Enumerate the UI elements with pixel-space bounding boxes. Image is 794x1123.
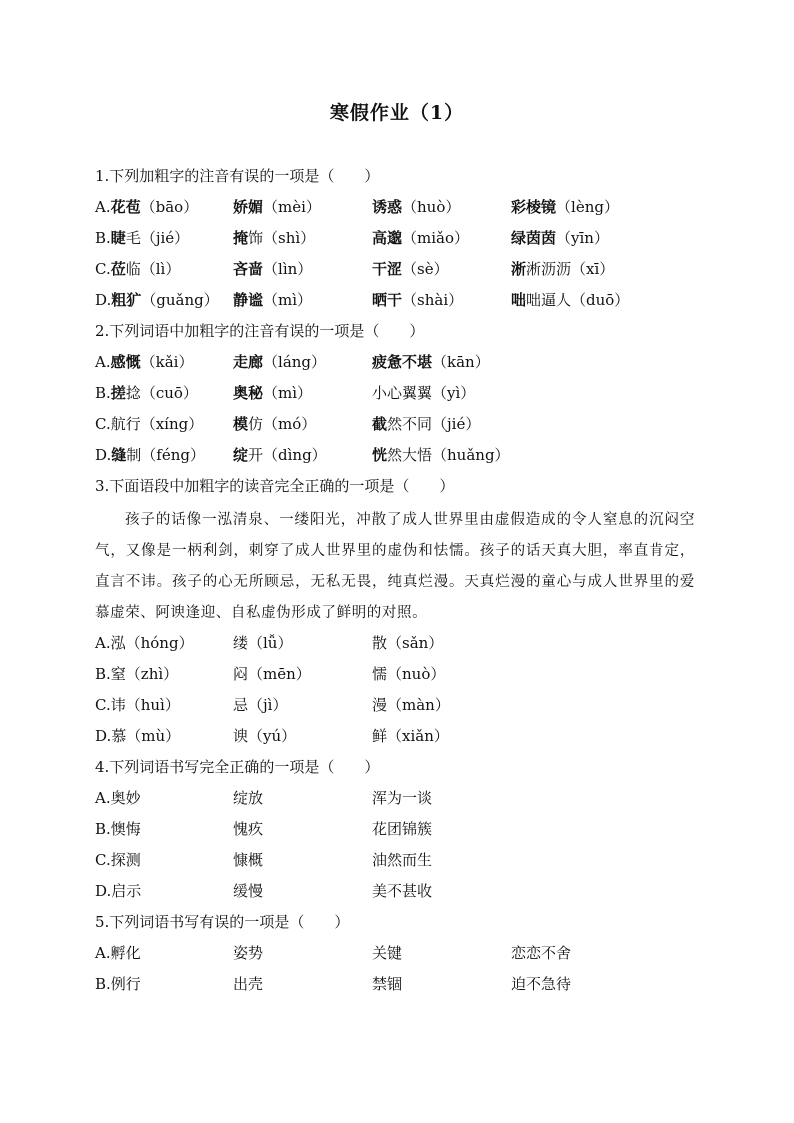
q3-option-d: D.慕（mù） 谀（yú） 鲜（xiǎn） bbox=[95, 727, 449, 745]
q3-option-a: A.泓（hóng） 缕（lǚ） 散（sǎn） bbox=[95, 634, 444, 652]
q2-option-d: D.缝制（féng） 绽开（dìng） 恍然大悟（huǎng） bbox=[95, 446, 510, 464]
question-2-stem: 2.下列词语中加粗字的注音有误的一项是（ ） bbox=[95, 322, 425, 340]
q1-option-a: A.花苞（bāo） 娇媚（mèi） 诱惑（huò） 彩棱镜（lèng） bbox=[95, 198, 619, 216]
q2-option-b: B.搓捻（cuō） 奥秘（mì） 小心翼翼（yì） bbox=[95, 384, 476, 402]
question-3-stem: 3.下面语段中加粗字的读音完全正确的一项是（ ） bbox=[95, 477, 455, 495]
q3-option-c: C.讳（huì） 忌（jì） 漫（màn） bbox=[95, 696, 450, 714]
q4-option-d: D.启示 缓慢 美不甚收 bbox=[95, 882, 433, 900]
q3-reading-passage: 孩子的话像一泓清泉、一缕阳光，冲散了成人世界里由虚假造成的令人窒息的沉闷空气，又像是一柄利剑，刺穿了成人世界里的虚伪和怯懦。孩子的话天真大胆，率直肯定，直言不讳。孩子的心无所顾忌，无私无畏，纯真烂漫。天真烂漫的童心与成人世界里的爱慕虚荣、阿谀逢迎、自私虚伪形成了鲜明的对照。 bbox=[95, 512, 695, 621]
q4-option-c: C.探测 慷概 油然而生 bbox=[95, 851, 433, 869]
q1-option-d: D.粗犷（guǎng） 静谧（mì） 晒干（shài） 咄咄逼人（duō） bbox=[95, 291, 630, 309]
q4-option-b: B.懊悔 愧疚 花团锦簇 bbox=[95, 820, 433, 838]
q2-option-a: A.感慨（kǎi） 走廊（láng） 疲惫不堪（kān） bbox=[95, 353, 490, 371]
q5-option-a: A.孵化 姿势 关键 恋恋不舍 bbox=[95, 944, 572, 962]
q1-option-b: B.睫毛（jié） 掩饰（shì） 高邈（miǎo） 绿茵茵（yīn） bbox=[95, 229, 609, 247]
q3-option-b: B.窒（zhì） 闷（mēn） 懦（nuò） bbox=[95, 665, 446, 683]
q4-option-a: A.奥妙 绽放 浑为一谈 bbox=[95, 789, 433, 807]
q2-option-c: C.航行（xíng） 模仿（mó） 截然不同（jié） bbox=[95, 415, 481, 433]
question-1-stem: 1.下列加粗字的注音有误的一项是（ ） bbox=[95, 167, 380, 185]
q1-option-c: C.莅临（lì） 吝啬（lìn） 干涩（sè） 淅淅沥沥（xī） bbox=[95, 260, 615, 278]
question-5-stem: 5.下列词语书写有误的一项是（ ） bbox=[95, 913, 350, 931]
question-4-stem: 4.下列词语书写完全正确的一项是（ ） bbox=[95, 758, 380, 776]
page-title: 寒假作业（1） bbox=[329, 102, 465, 124]
q5-option-b: B.例行 出壳 禁锢 迫不急待 bbox=[95, 975, 572, 993]
